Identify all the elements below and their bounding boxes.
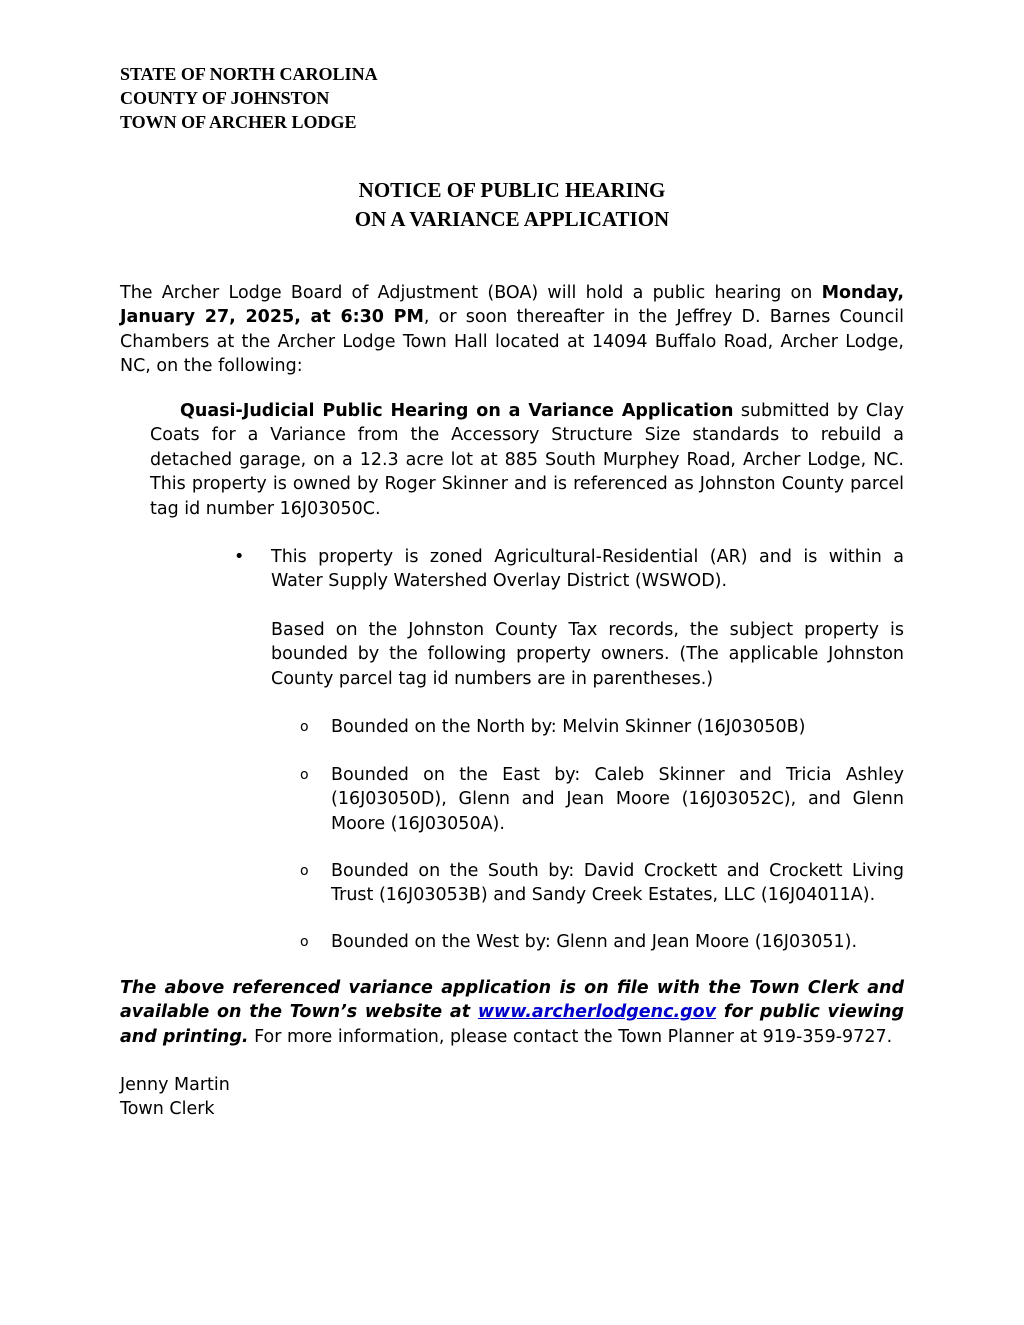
intro-paragraph [120,281,904,379]
hearing-text: submitted by Clay Coats for a Variance from the Accessory Structure Size standards to rebuild a detached garage, on a 12.3 acre lot at 885 South Murphey Road, Archer Lodge, NC. This property is owned by Roger Skinner and is referenced as Johnston County parcel tag id number 16J03050C. [150,401,905,519]
signature-block [120,1073,230,1122]
closing-bold-1: The above referenced variance application is on file with the Town Clerk and available on the Town’s website at [120,978,904,1023]
circle-bullet-icon: o [300,767,309,783]
state-line: STATE OF NORTH CAROLINA [120,64,378,84]
bound-west: Bounded on the West by: Glenn and Jean Moore (16J03051). [331,932,858,952]
circle-bullet-icon: o [300,934,309,950]
intro-rest: , or soon thereafter in the Jeffrey D. Barnes Council Chambers at the Archer Lodge Town Hall located at 14094 Buffalo Road, Archer Lodge, NC, on the following: [120,307,904,377]
closing-rest: For more information, please contact the Town Planner at 919-359-9727. [248,1026,893,1047]
based-on-paragraph: Based on the Johnston County Tax records, the subject property is bounded by the following property owners. (The applicable Johnston County parcel tag id numbers are in parentheses.) [271,620,904,689]
county-line: COUNTY OF JOHNSTON [120,88,330,108]
hearing-paragraph [150,399,904,521]
intro-lead: The Archer Lodge Board of Adjustment (BOA) will hold a public hearing on [120,283,822,303]
bound-east: Bounded on the East by: Caleb Skinner and Tricia Ashley (16J03050D), Glenn and Jean Moore (16J03052C), and Glenn Moore (16J03050A). [331,765,904,834]
signer-name: Jenny Martin [120,1075,230,1095]
town-line: TOWN OF ARCHER LODGE [120,112,357,132]
bound-north: Bounded on the North by: Melvin Skinner (16J03050B) [331,717,806,737]
hearing-heading: Quasi-Judicial Public Hearing on a Variance Application [180,401,734,421]
circle-bullet-icon: o [300,863,309,879]
website-link[interactable]: www.archerlodgenc.gov [477,1002,717,1023]
notice-title [0,176,1024,234]
closing-bold-2: for public viewing and printing. [120,1002,904,1047]
zoning-bullet-text: This property is zoned Agricultural-Residential (AR) and is within a Water Supply Watershed Overlay District (WSWOD). [271,547,904,592]
title-line-1: NOTICE OF PUBLIC HEARING [358,178,666,202]
bound-south: Bounded on the South by: David Crockett and Crockett Living Trust (16J03053B) and Sandy Creek Estates, LLC (16J04011A). [331,861,904,906]
bullet-icon: • [234,547,245,567]
signer-title: Town Clerk [120,1099,215,1120]
circle-bullet-icon: o [300,719,309,735]
jurisdiction-header [120,62,378,134]
title-line-2: ON A VARIANCE APPLICATION [354,207,670,231]
closing-paragraph [120,976,904,1049]
hearing-date: Monday, January 27, 2025, at 6:30 PM [120,283,904,328]
